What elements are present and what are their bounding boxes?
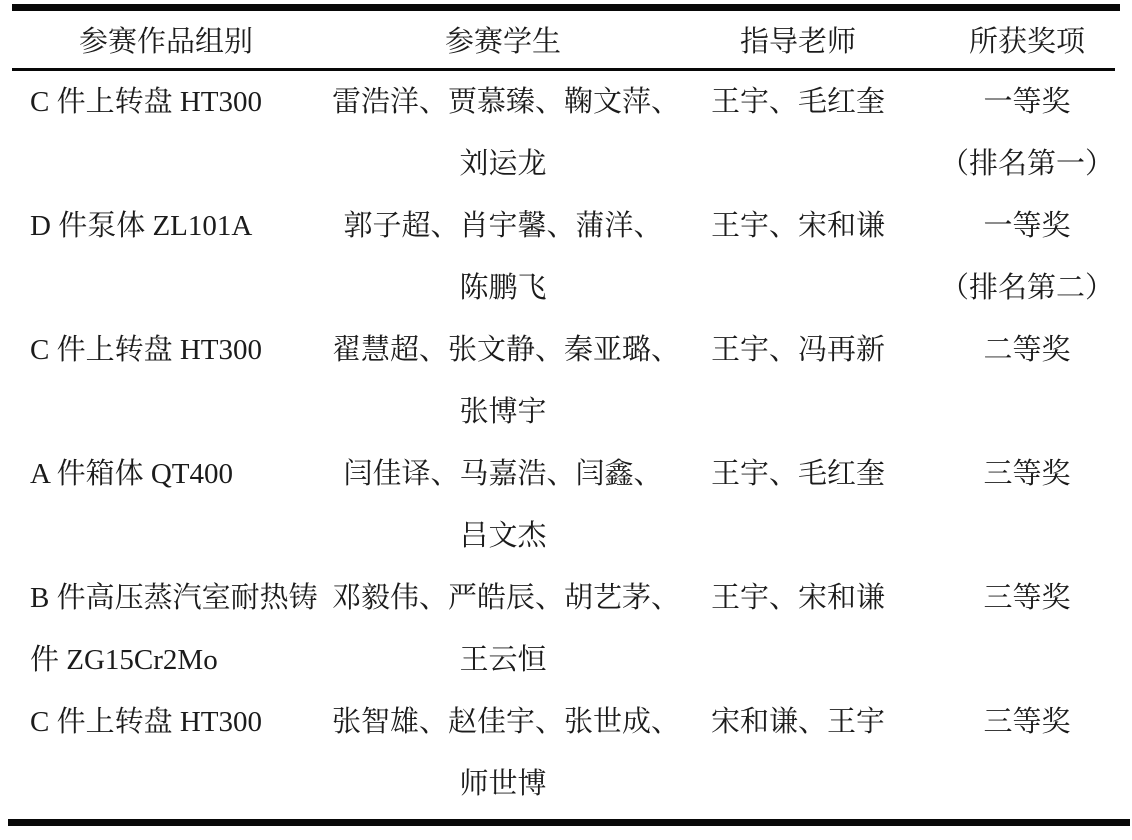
cell-line bbox=[30, 257, 332, 319]
cell-line bbox=[674, 753, 922, 815]
cell-students bbox=[332, 567, 681, 691]
cell-group bbox=[0, 71, 332, 195]
cell-line bbox=[674, 133, 922, 195]
cell-line: （排名第一） bbox=[939, 148, 1114, 180]
cell-teachers bbox=[674, 443, 922, 567]
cell-group bbox=[0, 443, 332, 567]
cell-teachers bbox=[674, 319, 922, 443]
table-bottom-rule bbox=[8, 819, 1130, 826]
cell-line: 陈鹏飞 bbox=[459, 272, 547, 304]
cell-line: A 件箱体 QT400 bbox=[30, 458, 234, 490]
cell-award bbox=[922, 195, 1132, 319]
cell-line: 王云恒 bbox=[459, 644, 547, 676]
table-row bbox=[0, 567, 1132, 691]
cell-line: 王宇、宋和谦 bbox=[710, 582, 885, 614]
cell-line bbox=[922, 505, 1132, 567]
cell-line: 翟慧超、张文静、秦亚璐、 bbox=[332, 334, 681, 366]
table-body bbox=[0, 71, 1132, 815]
table-row bbox=[0, 691, 1132, 815]
cell-teachers bbox=[674, 71, 922, 195]
cell-line: 一等奖 bbox=[983, 210, 1071, 242]
cell-line: 宋和谦、王宇 bbox=[710, 706, 885, 738]
table-row bbox=[0, 195, 1132, 319]
cell-line bbox=[674, 505, 922, 567]
cell-line: B 件高压蒸汽室耐热铸 bbox=[30, 582, 318, 614]
cell-line bbox=[922, 381, 1132, 443]
cell-line: 王宇、毛红奎 bbox=[710, 86, 885, 118]
cell-line bbox=[674, 381, 922, 443]
cell-line: D 件泵体 ZL101A bbox=[30, 210, 253, 242]
cell-line: 王宇、毛红奎 bbox=[710, 458, 885, 490]
cell-award bbox=[922, 567, 1132, 691]
cell-line: 闫佳译、马嘉浩、闫鑫、 bbox=[343, 458, 663, 490]
table-row bbox=[0, 71, 1132, 195]
cell-line: 二等奖 bbox=[983, 334, 1071, 366]
cell-students bbox=[332, 319, 681, 443]
cell-line: 郭子超、肖宇馨、蒲洋、 bbox=[343, 210, 663, 242]
cell-line: 吕文杰 bbox=[459, 520, 547, 552]
cell-line: 邓毅伟、严皓辰、胡艺茅、 bbox=[332, 582, 681, 614]
cell-line: 一等奖 bbox=[983, 86, 1071, 118]
cell-line: C 件上转盘 HT300 bbox=[30, 706, 263, 738]
table-row bbox=[0, 443, 1132, 567]
cell-line: 三等奖 bbox=[983, 458, 1071, 490]
cell-students bbox=[332, 71, 681, 195]
cell-line bbox=[674, 629, 922, 691]
cell-teachers bbox=[674, 567, 922, 691]
cell-teachers bbox=[674, 195, 922, 319]
cell-students bbox=[332, 195, 674, 319]
cell-line: 三等奖 bbox=[983, 706, 1071, 738]
cell-award bbox=[922, 71, 1132, 195]
cell-award bbox=[922, 319, 1132, 443]
cell-line bbox=[30, 133, 332, 195]
cell-students bbox=[332, 443, 674, 567]
cell-line: 刘运龙 bbox=[459, 148, 547, 180]
cell-line: 件 ZG15Cr2Mo bbox=[30, 644, 218, 676]
cell-award bbox=[922, 443, 1132, 567]
cell-line: 雷浩洋、贾慕臻、鞠文萍、 bbox=[332, 86, 681, 118]
cell-line: 王宇、宋和谦 bbox=[710, 210, 885, 242]
cell-line: 三等奖 bbox=[983, 582, 1071, 614]
header-award: 所获奖项 bbox=[968, 26, 1085, 58]
cell-award bbox=[922, 691, 1132, 815]
cell-group bbox=[0, 567, 332, 691]
cell-line: 师世博 bbox=[459, 768, 547, 800]
cell-line: C 件上转盘 HT300 bbox=[30, 334, 263, 366]
cell-line bbox=[30, 381, 332, 443]
cell-line bbox=[30, 753, 332, 815]
cell-line bbox=[922, 753, 1132, 815]
table-header-row bbox=[0, 11, 1132, 68]
cell-line bbox=[30, 505, 332, 567]
cell-students bbox=[332, 691, 681, 815]
cell-line bbox=[674, 257, 922, 319]
header-teachers: 指导老师 bbox=[739, 26, 856, 58]
cell-group bbox=[0, 319, 332, 443]
cell-line: （排名第二） bbox=[939, 272, 1114, 304]
table-top-rule bbox=[12, 4, 1120, 11]
cell-group bbox=[0, 691, 332, 815]
cell-group bbox=[0, 195, 332, 319]
table-row bbox=[0, 319, 1132, 443]
cell-line: 张智雄、赵佳宇、张世成、 bbox=[332, 706, 681, 738]
cell-teachers bbox=[674, 691, 922, 815]
cell-line: 王宇、冯再新 bbox=[710, 334, 885, 366]
cell-line bbox=[922, 629, 1132, 691]
cell-line: C 件上转盘 HT300 bbox=[30, 86, 263, 118]
header-group: 参赛作品组别 bbox=[78, 26, 253, 58]
cell-line: 张博宇 bbox=[459, 396, 547, 428]
header-students: 参赛学生 bbox=[444, 26, 561, 58]
